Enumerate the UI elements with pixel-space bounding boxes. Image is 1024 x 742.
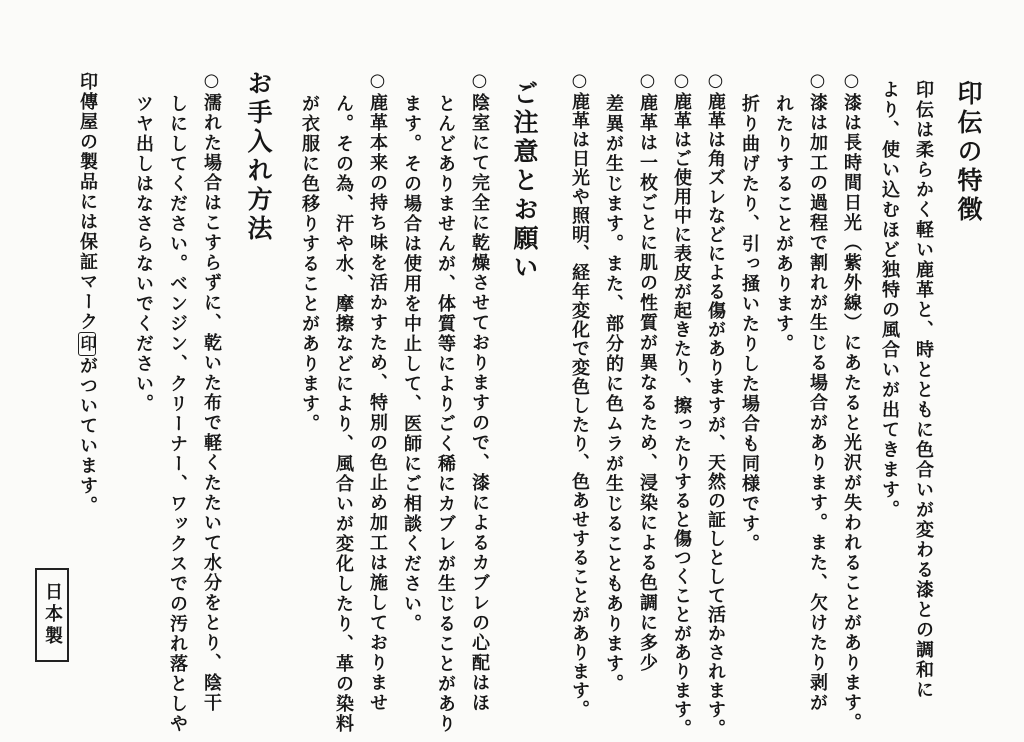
features-line: ○鹿革はご使用中に表皮が起きたり、擦ったりすると傷つくことがあります。 <box>671 70 692 738</box>
features-line: ○鹿革は日光や照明、経年変化で変色したり、色あせすることがあります。 <box>569 70 590 719</box>
care-title: お手入れ方法 <box>244 70 273 244</box>
origin-label-box <box>35 568 69 662</box>
care-line: ツヤ出しはなさらないでください。 <box>133 94 154 414</box>
cautions-line: ます。その場合は使用を中止して、医師にご相談ください。 <box>401 94 422 634</box>
features-line: ○漆は加工の過程で割れが生じる場合があります。また、欠けたり剥が <box>807 70 828 713</box>
cautions-line: ん。その為、汗や水、摩擦などにより、風合いが変化したり、革の染料 <box>333 94 354 734</box>
cautions-title: ご注意とお願い <box>510 80 539 283</box>
care-line: しにしてください。ベンジン、クリーナー、ワックスでの汚れ落としや <box>167 94 188 734</box>
features-line: ○鹿革は一枚ごとに肌の性質が異なるため、浸染による色調に多少 <box>637 70 658 673</box>
features-title: 印伝の特徴 <box>954 80 983 225</box>
features-line: れたりすることがあります。 <box>773 94 794 354</box>
features-line: より、使い込むほど独特の風合いが出てきます。 <box>879 80 900 520</box>
features-line: 印伝は柔らかく軽い鹿革と、時とともに色合いが変わる漆との調和に <box>913 80 934 700</box>
guarantee-mark-icon: 印 <box>78 332 96 356</box>
features-line: ○鹿革は角ズレなどによる傷がありますが、天然の証しとして活かされます。 <box>705 70 726 738</box>
cautions-line: ○陰室にて完全に乾燥させておりますので、漆によるカブレの心配はほ <box>469 70 490 713</box>
guarantee-line <box>78 72 96 516</box>
cautions-line: が衣服に色移りすることがあります。 <box>299 94 320 434</box>
origin-label: 日本製 <box>42 582 63 648</box>
care-line: ○濡れた場合はこすらずに、乾いた布で軽くたたいて水分をとり、陰干 <box>201 70 222 713</box>
guarantee-text-before: 印傳屋の製品には保証マーク <box>77 72 98 332</box>
features-line: 折り曲げたり、引っ掻いたりした場合も同様です。 <box>739 94 760 554</box>
guarantee-text-after: がついています。 <box>77 356 98 516</box>
features-line: 差異が生じます。また、部分的に色ムラが生じることもあります。 <box>603 94 624 694</box>
features-line: ○漆は長時間日光（紫外線）にあたると光沢が失われることがあります。 <box>841 70 862 733</box>
cautions-line: とんどありませんが、体質等によりごく稀にカブレが生じることがあり <box>435 94 456 734</box>
cautions-line: ○鹿革本来の持ち味を活かすため、特別の色止め加工は施しておりませ <box>367 70 388 713</box>
